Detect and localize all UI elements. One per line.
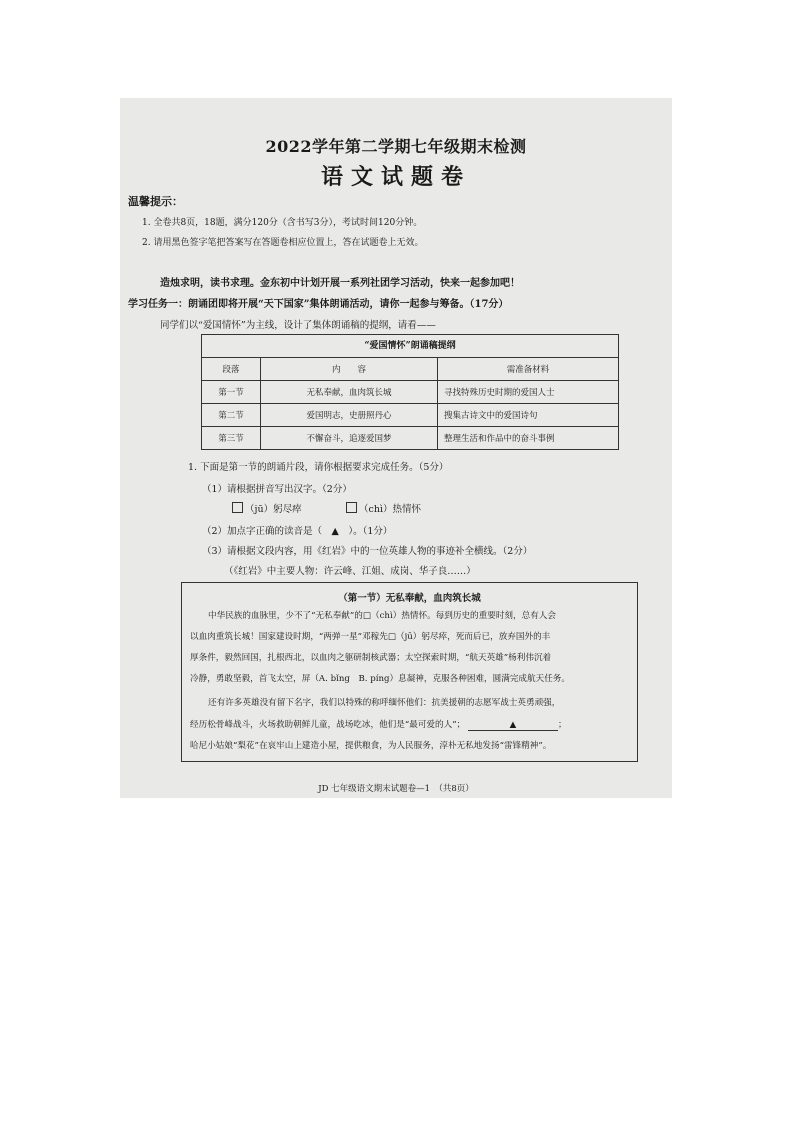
- table-header-row: [202, 358, 619, 381]
- column-header: 需准备材料: [438, 358, 619, 381]
- table-cell: 不懈奋斗，追逐爱国梦: [261, 427, 438, 450]
- table-cell: 爱国明志，史册照丹心: [261, 404, 438, 427]
- outline-caption: “爱国情怀”朗诵稿提纲: [201, 334, 619, 357]
- question-1-stem: 1. 下面是第一节的朗诵片段，请你根据要求完成任务。（5分）: [188, 462, 449, 473]
- pinyin-text: （jū）躬尽瘁: [245, 504, 302, 515]
- task-instruction: 同学们以“爱国情怀”为主线，设计了集体朗诵稿的提纲，请看——: [160, 320, 436, 331]
- passage-title: （第一节）无私奉献，血肉筑长城: [338, 593, 481, 604]
- answer-box[interactable]: [346, 502, 357, 513]
- pinyin-text: （chì）热情怀: [359, 504, 421, 515]
- passage-line: 冷静，勇敢坚毅，首飞太空，屏（A. bǐng B. píng）息凝神，克服各种困难，圆满完成航天任务。: [190, 674, 570, 684]
- passage-line: 还有许多英雄没有留下名字，我们以特殊的称呼缅怀他们：抗美援朝的志愿军战士英勇顽强，: [208, 698, 561, 708]
- passage-line: 以血肉重筑长城！国家建设时期，“两弹一星”邓稼先□（jū）躬尽瘁，死而后已，放弃国外的丰: [190, 632, 551, 642]
- table-cell: 第一节: [202, 381, 261, 404]
- table-row: [202, 404, 619, 427]
- question-1-part-1: （1）请根据拼音写出汉字。（2分）: [202, 484, 352, 495]
- outline-table: [201, 334, 619, 450]
- task-heading: 学习任务一：朗诵团即将开展“天下国家”集体朗诵活动，请你一起参与筹备。（17分）: [128, 299, 509, 310]
- passage-line: 哈尼小姑娘“梨花”在哀牢山上建造小屋，提供粮食，为人民服务，淳朴无私地发扬“雷锋精神”。: [190, 741, 552, 751]
- question-1-part-3: （3）请根据文段内容，用《红岩》中的一位英雄人物的事迹补全横线。（2分）: [202, 546, 533, 557]
- answer-blank[interactable]: ▲: [468, 720, 558, 731]
- table-cell: 整理生活和作品中的奋斗事例: [438, 427, 619, 450]
- answer-box[interactable]: [232, 502, 243, 513]
- tips-heading: 温馨提示：: [128, 195, 183, 208]
- tip-item: 1. 全卷共8页，18题，满分120分（含书写3分），考试时间120分钟。: [142, 218, 423, 228]
- passage-line: 中华民族的血脉里，少不了“无私奉献”的□（chì）热情怀。每到历史的重要时刻，总有人会: [208, 611, 556, 621]
- table-cell: 搜集古诗文中的爱国诗句: [438, 404, 619, 427]
- exam-title: 2022学年第二学期七年级期末检测: [265, 137, 527, 156]
- character-hint: （《红岩》中主要人物：许云峰、江姐、成岗、华子良……）: [224, 566, 476, 577]
- semicolon: ；: [557, 720, 567, 730]
- table-row: [202, 381, 619, 404]
- passage-box: [181, 582, 638, 762]
- pinyin-item-2: [346, 501, 421, 515]
- tip-item: 2. 请用黑色签字笔把答案写在答题卷相应位置上，答在试题卷上无效。: [142, 238, 424, 248]
- table-cell: 无私奉献，血肉筑长城: [261, 381, 438, 404]
- table-cell: 第二节: [202, 404, 261, 427]
- pinyin-item-1: [232, 501, 302, 515]
- intro-text: 造烛求明，读书求理。金东初中计划开展一系列社团学习活动，快来一起参加吧！: [160, 278, 520, 289]
- column-header: 内 容: [261, 358, 438, 381]
- exam-page: [120, 98, 672, 798]
- passage-line: 厚条件，毅然回国，扎根西北，以血肉之躯研制核武器；太空探索时期，“航天英雄”杨利伟沉着: [190, 653, 552, 663]
- table-row: [202, 427, 619, 450]
- column-header: 段落: [202, 358, 261, 381]
- table-cell: 寻找特殊历史时期的爱国人士: [438, 381, 619, 404]
- question-1-part-2: （2）加点字正确的读音是（ ▲ ）。（1分）: [202, 526, 393, 537]
- passage-line-text: 经历松骨峰战斗，火场救助朝鲜儿童，战场吃冰，他们是“最可爱的人”；: [190, 720, 466, 730]
- passage-line: [190, 718, 567, 731]
- page-footer: JD 七年级语文期末试题卷—1 （共8页）: [318, 784, 474, 794]
- table-cell: 第三节: [202, 427, 261, 450]
- exam-subtitle: 语文试题卷: [320, 164, 471, 190]
